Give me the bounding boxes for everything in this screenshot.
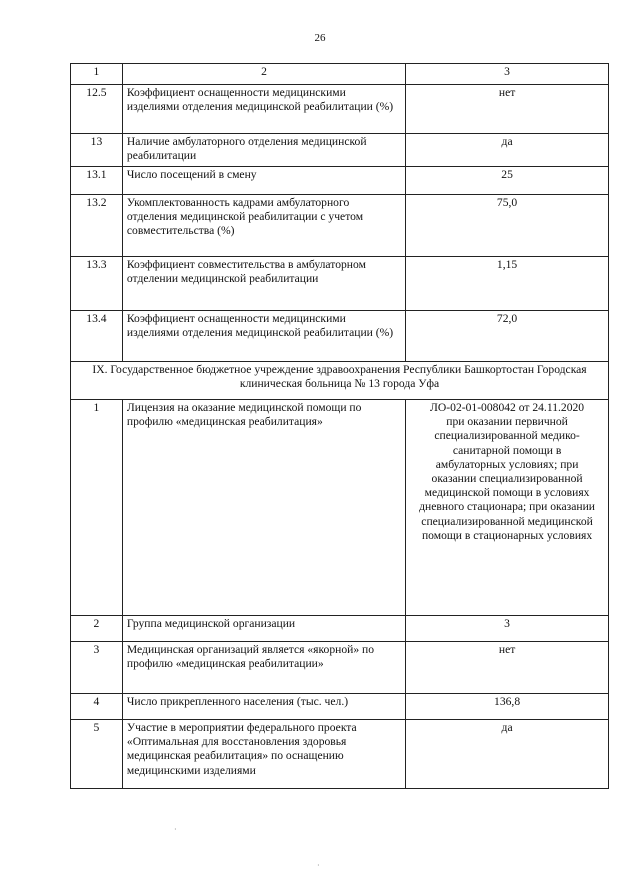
table-row [71, 134, 609, 167]
row-number: 2 [71, 616, 123, 642]
row-value: да [406, 720, 609, 789]
row-number: 5 [71, 720, 123, 789]
table-row [71, 195, 609, 257]
row-number: 12.5 [71, 85, 123, 134]
row-number: 1 [71, 400, 123, 616]
license-value [406, 400, 609, 616]
data-table [70, 63, 609, 789]
header-col-3: 3 [406, 64, 609, 85]
section-title: IX. Государственное бюджетное учреждение здравоохранения Республики Башкортостан Городская клиническая больница № 13 города Уфа [71, 362, 609, 400]
license-number: ЛО-02-01-008042 от 24.11.2020 [430, 401, 585, 414]
row-label: Укомплектованность кадрами амбулаторного отделения медицинской реабилитации с учетом совместительства (%) [122, 195, 405, 257]
row-value: 72,0 [406, 311, 609, 362]
table-row [71, 257, 609, 311]
row-number: 4 [71, 694, 123, 720]
row-label: Коэффициент оснащенности медицинскими изделиями отделения медицинской реабилитации (%) [122, 85, 405, 134]
row-value: 3 [406, 616, 609, 642]
row-label: Коэффициент совместительства в амбулаторном отделении медицинской реабилитации [122, 257, 405, 311]
row-value: 1,15 [406, 257, 609, 311]
row-label: Лицензия на оказание медицинской помощи по профилю «медицинская реабилитация» [122, 400, 405, 616]
row-value: нет [406, 85, 609, 134]
row-number: 13.2 [71, 195, 123, 257]
row-value: 25 [406, 167, 609, 195]
header-col-2: 2 [122, 64, 405, 85]
table-row [71, 85, 609, 134]
row-label: Наличие амбулаторного отделения медицинской реабилитации [122, 134, 405, 167]
page-number: 26 [314, 32, 326, 44]
table-row [71, 694, 609, 720]
row-label: Число посещений в смену [122, 167, 405, 195]
scan-speck: · [317, 861, 320, 870]
table-row [71, 720, 609, 789]
row-label: Группа медицинской организации [122, 616, 405, 642]
row-number: 13.1 [71, 167, 123, 195]
table-row [71, 311, 609, 362]
row-number: 13.3 [71, 257, 123, 311]
row-label: Коэффициент оснащенности медицинскими изделиями отделения медицинской реабилитации (%) [122, 311, 405, 362]
row-number: 13 [71, 134, 123, 167]
row-value: да [406, 134, 609, 167]
row-label: Участие в мероприятии федерального проекта «Оптимальная для восстановления здоровья медицинская реабилитация» по оснащению медицинскими изделиями [122, 720, 405, 789]
table-header-row [71, 64, 609, 85]
scan-speck: · [174, 825, 177, 834]
table-row [71, 642, 609, 694]
row-number: 13.4 [71, 311, 123, 362]
row-label: Медицинская организаций является «якорной» по профилю «медицинская реабилитации» [122, 642, 405, 694]
table-row [71, 616, 609, 642]
license-row [71, 400, 609, 616]
header-col-1: 1 [71, 64, 123, 85]
license-details: при оказании первичной специализированной медико-санитарной помощи в амбулаторных условиях; при оказании специализированной медицинской помощи в условиях дневного стационара; при оказании специализированной медицинской помощи в стационарных условиях [419, 415, 595, 542]
row-value: 75,0 [406, 195, 609, 257]
table-row [71, 167, 609, 195]
row-value: 136,8 [406, 694, 609, 720]
row-value: нет [406, 642, 609, 694]
row-number: 3 [71, 642, 123, 694]
row-label: Число прикрепленного населения (тыс. чел.) [122, 694, 405, 720]
section-row [71, 362, 609, 400]
